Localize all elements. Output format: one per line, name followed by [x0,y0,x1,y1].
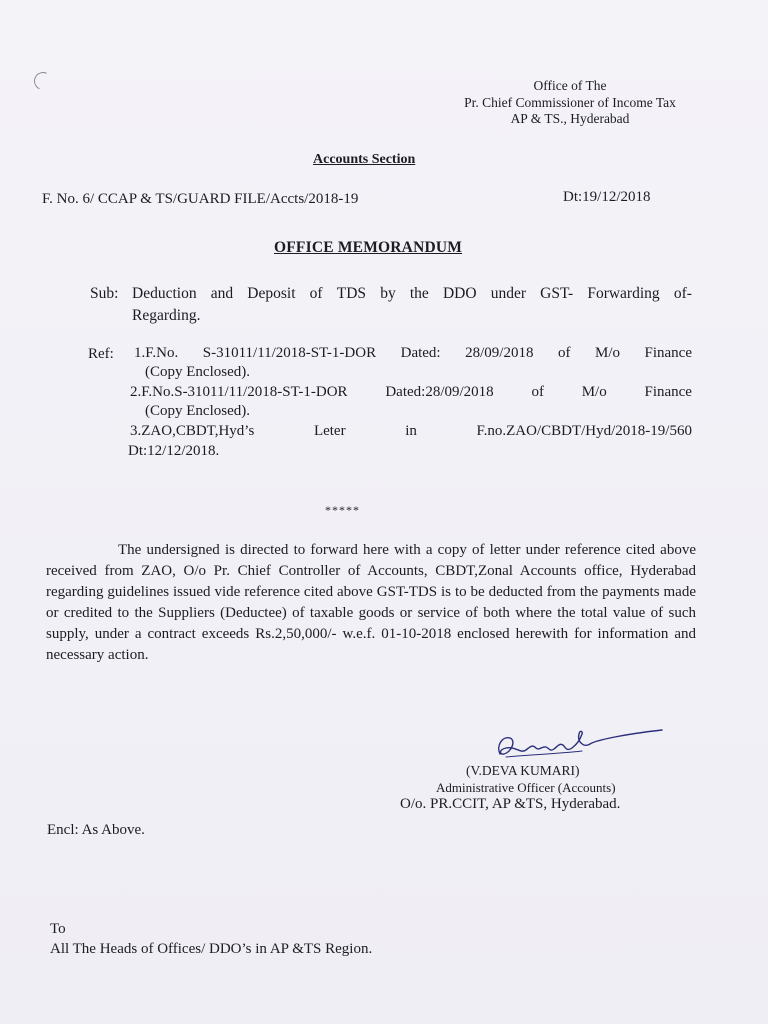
subject-word: and [210,285,234,302]
ref-part: in [405,423,417,439]
signatory-designation: Administrative Officer (Accounts) [436,780,616,795]
office-line-3: AP & TS., Hyderabad [510,111,630,126]
addressee: All The Heads of Offices/ DDO’s in AP &TS Region. [50,941,373,957]
reference-item-2-cont: (Copy Enclosed). [145,403,250,419]
subject-word: of [309,285,323,302]
signatory-office: O/o. PR.CCIT, AP &TS, Hyderabad. [400,796,621,812]
subject-word: DDO [442,285,477,302]
reference-item-2 [130,384,692,401]
punch-hole-mark [31,69,54,92]
ref-part: of [531,384,544,400]
ref-part: Finance [644,384,692,400]
subject-word: by [380,285,396,302]
subject-word: the [409,285,429,302]
ref-part: M/o [581,384,607,400]
subject-word: of- [673,285,692,302]
ref-part: 3.ZAO,CBDT,Hyd’s [130,423,255,439]
subject-label: Sub: [90,285,119,302]
office-address-block [440,78,700,128]
ref-part: Dated:28/09/2018 [385,384,494,400]
subject-word: TDS [336,285,367,302]
subject-word: GST- [540,285,574,302]
body-paragraph: The undersigned is directed to forward here with a copy of letter under reference cited above received from ZAO, O/o Pr. Chief Controller of Accounts, CBDT,Zonal Accounts office, Hyderabad regarding guidelines issued vide reference cited above GST-TDS is to be deducted from the payments made or credited to the Suppliers (Deductee) of taxable goods or service of both where the total value of such supply, under a contract exceeds Rs.2,50,000/- w.e.f. 01-10-2018 enclosed herewith for information and necessary action. [46,542,696,663]
signatory-name: (V.DEVA KUMARI) [466,763,580,778]
ref-part: 28/09/2018 [465,345,534,361]
reference-item-1-cont: (Copy Enclosed). [145,364,250,380]
to-label: To [50,921,66,937]
ref-part: M/o [594,345,620,361]
subject-line-2: Regarding. [132,307,201,324]
reference-item-3-cont: Dt:12/12/2018. [128,443,220,459]
ref-part: F.no.ZAO/CBDT/Hyd/2018-19/560 [476,423,692,439]
reference-label: Ref: [88,346,114,362]
subject-line-1 [132,285,692,303]
section-title: Accounts Section [313,152,416,167]
separator-stars: ***** [325,503,360,517]
subject-word: Deposit [247,285,296,302]
reference-item-3 [130,423,692,440]
subject-word: Deduction [132,285,197,302]
ref-part: 2.F.No.S-31011/11/2018-ST-1-DOR [130,384,348,400]
memo-date: Dt:19/12/2018 [563,189,651,205]
office-line-2: Pr. Chief Commissioner of Income Tax [464,94,676,110]
ref-part: Dated: [400,345,441,361]
memo-title: OFFICE MEMORANDUM [274,239,463,256]
handwritten-signature [486,724,676,766]
subject-word: under [490,285,526,302]
office-line-1: Office of The [533,78,607,93]
enclosure-note: Encl: As Above. [47,822,145,838]
ref-part: Leter [313,423,346,439]
ref-part: 1.F.No. [134,345,179,361]
subject-word: Forwarding [587,285,660,302]
file-number: F. No. 6/ CCAP & TS/GUARD FILE/Accts/2018-19 [42,191,359,207]
ref-part: Finance [644,345,692,361]
reference-item-1 [134,345,692,362]
ref-part: S-31011/11/2018-ST-1-DOR [202,345,377,361]
ref-part: of [557,345,571,361]
